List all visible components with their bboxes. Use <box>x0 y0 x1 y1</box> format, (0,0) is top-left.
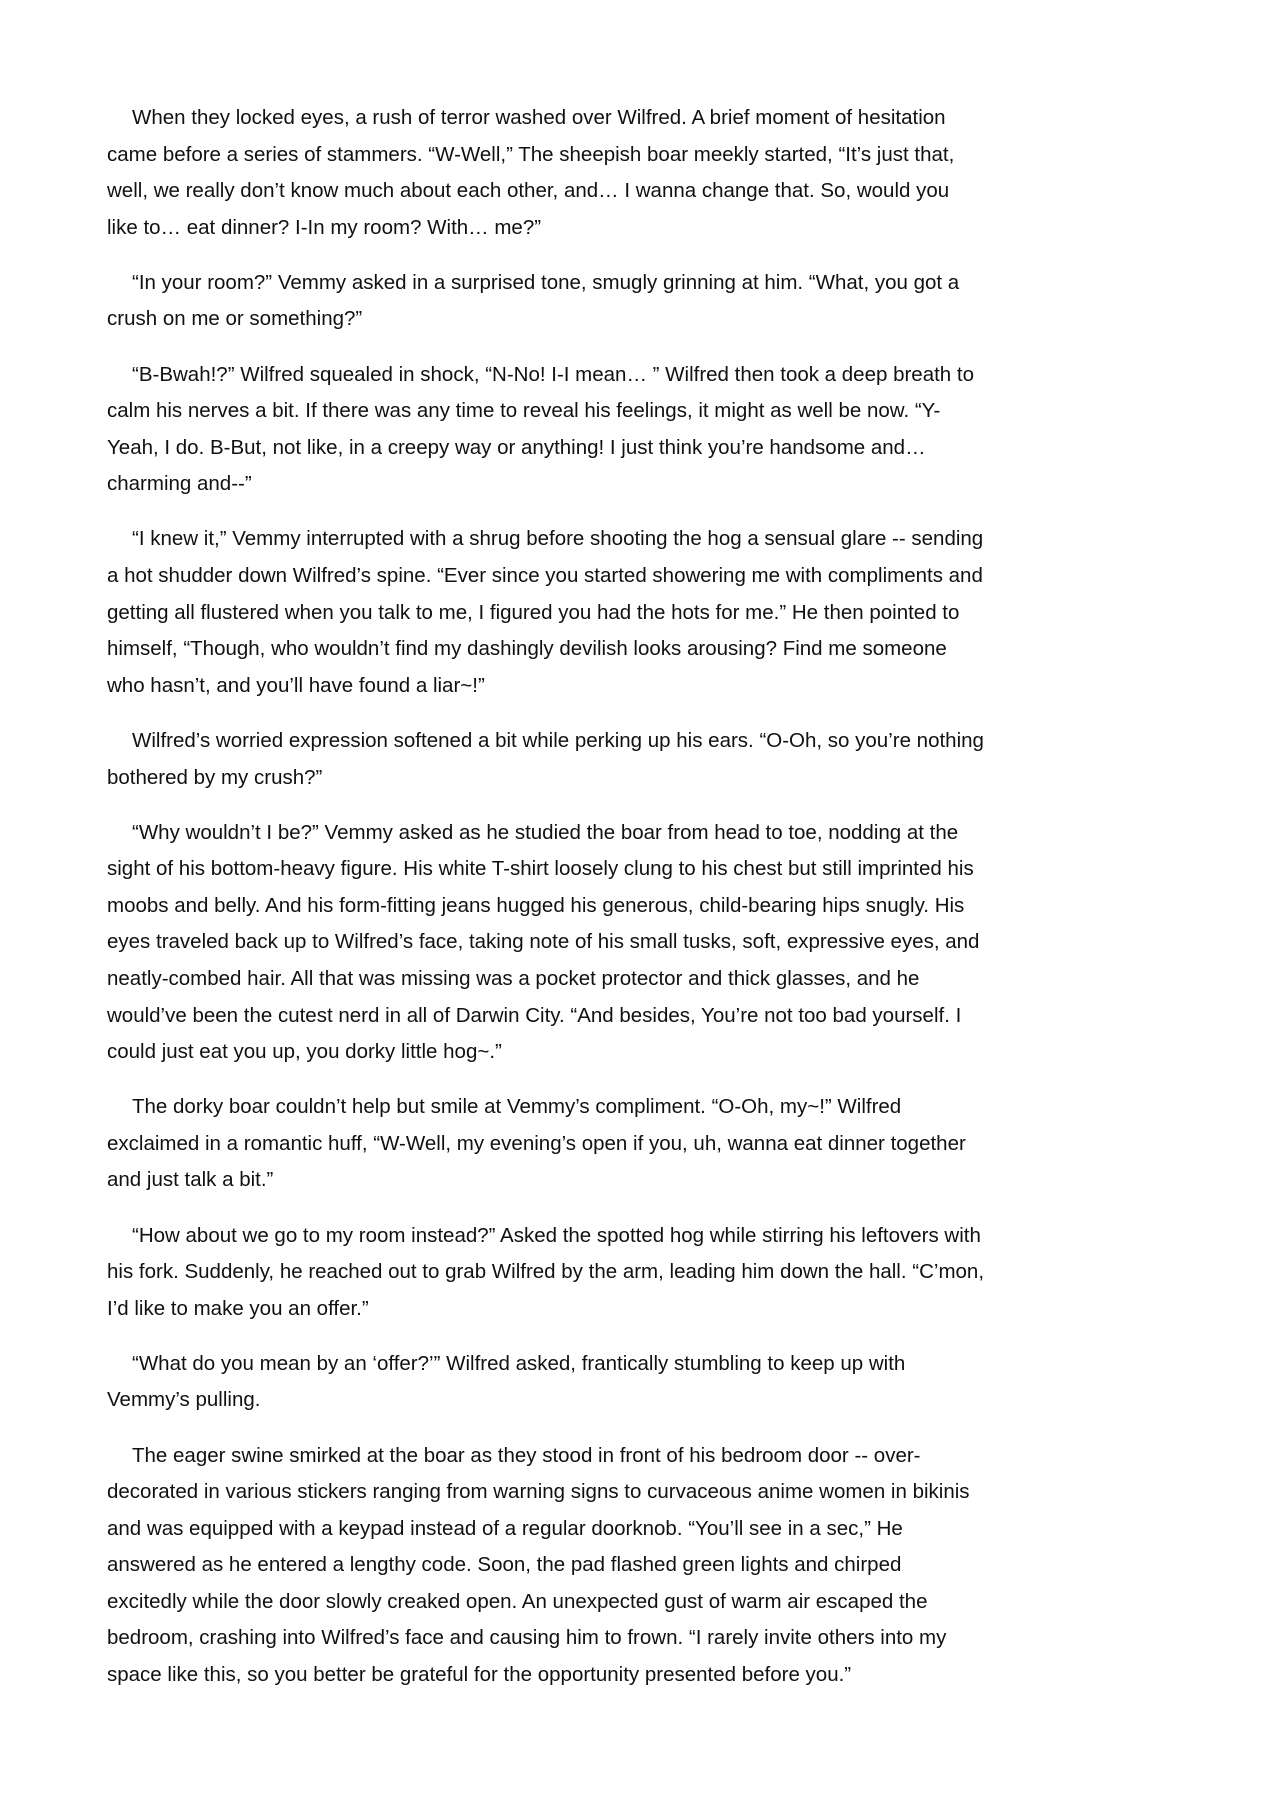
text-line: The dorky boar couldn’t help but smile at Vemmy’s compliment. “O-Oh, my~!” Wilfred <box>132 1095 902 1119</box>
text-line: like to… eat dinner? I-In my room? With… me?” <box>107 215 542 239</box>
text-line: neatly-combed hair. All that was missing was a pocket protector and thick glasses, and he <box>107 966 920 990</box>
text-line: “I knew it,” Vemmy interrupted with a shrug before shooting the hog a sensual glare -- sending <box>132 527 984 551</box>
text-line: bothered by my crush?” <box>107 765 323 789</box>
text-line: and just talk a bit.” <box>107 1168 274 1192</box>
paragraph <box>107 521 1197 704</box>
text-line: well, we really don’t know much about each other, and… I wanna change that. So, would you <box>107 179 950 203</box>
text-line: getting all flustered when you talk to me, I figured you had the hots for me.” He then pointed to <box>107 600 960 624</box>
text-line: “What do you mean by an ‘offer?’” Wilfred asked, frantically stumbling to keep up with <box>132 1351 906 1375</box>
paragraph <box>107 1089 1197 1199</box>
text-line: “B-Bwah!?” Wilfred squealed in shock, “N-No! I-I mean… ” Wilfred then took a deep breath to <box>132 362 975 386</box>
text-line: exclaimed in a romantic huff, “W-Well, my evening’s open if you, uh, wanna eat dinner together <box>107 1131 966 1155</box>
paragraph <box>107 1218 1197 1328</box>
text-line: “In your room?” Vemmy asked in a surprised tone, smugly grinning at him. “What, you got a <box>132 270 960 294</box>
text-line: who hasn’t, and you’ll have found a liar~!” <box>107 673 485 697</box>
text-line: himself, “Though, who wouldn’t find my dashingly devilish looks arousing? Find me someone <box>107 637 947 661</box>
text-line: I’d like to make you an offer.” <box>107 1296 369 1320</box>
text-line: would’ve been the cutest nerd in all of Darwin City. “And besides, You’re not too bad yourself. I <box>107 1003 962 1027</box>
text-line: moobs and belly. And his form-fitting jeans hugged his generous, child-bearing hips snugly. His <box>107 893 965 917</box>
text-line: could just eat you up, you dorky little hog~.” <box>107 1040 502 1064</box>
paragraph <box>107 265 1197 338</box>
text-line: came before a series of stammers. “W-Well,” The sheepish boar meekly started, “It’s just that, <box>107 142 955 166</box>
text-line: When they locked eyes, a rush of terror washed over Wilfred. A brief moment of hesitation <box>132 106 946 129</box>
paragraph <box>107 357 1197 503</box>
text-line: answered as he entered a lengthy code. Soon, the pad flashed green lights and chirped <box>107 1553 902 1577</box>
text-line: Yeah, I do. B-But, not like, in a creepy way or anything! I just think you’re handsome and… <box>107 435 926 459</box>
text-line: Wilfred’s worried expression softened a bit while perking up his ears. “O-Oh, so you’re nothing <box>132 728 984 752</box>
text-line: “Why wouldn’t I be?” Vemmy asked as he studied the boar from head to toe, nodding at the <box>132 820 959 844</box>
paragraph <box>107 723 1197 796</box>
text-line: Vemmy’s pulling. <box>107 1388 261 1412</box>
text-line: a hot shudder down Wilfred’s spine. “Ever since you started showering me with compliments and <box>107 564 983 588</box>
text-line: decorated in various stickers ranging from warning signs to curvaceous anime women in bikinis <box>107 1480 970 1504</box>
text-line: and was equipped with a keypad instead of a regular doorknob. “You’ll see in a sec,” He <box>107 1516 903 1540</box>
paragraph <box>107 815 1197 1071</box>
paragraph <box>107 1346 1197 1419</box>
text-line: excitedly while the door slowly creaked open. An unexpected gust of warm air escaped the <box>107 1589 928 1613</box>
text-line: his fork. Suddenly, he reached out to grab Wilfred by the arm, leading him down the hall. “C’mon, <box>107 1260 985 1284</box>
text-line: “How about we go to my room instead?” Asked the spotted hog while stirring his leftovers with <box>132 1223 981 1247</box>
document-page <box>107 100 1197 1712</box>
paragraph <box>107 100 1197 246</box>
paragraph <box>107 1438 1197 1694</box>
text-line: crush on me or something?” <box>107 307 363 331</box>
text-line: calm his nerves a bit. If there was any time to reveal his feelings, it might as well be now. “Y- <box>107 399 941 423</box>
text-line: bedroom, crashing into Wilfred’s face and causing him to frown. “I rarely invite others into my <box>107 1626 947 1650</box>
text-line: charming and--” <box>107 472 252 496</box>
text-line: The eager swine smirked at the boar as they stood in front of his bedroom door -- over- <box>132 1443 921 1467</box>
text-line: sight of his bottom-heavy figure. His white T-shirt loosely clung to his chest but still imprinted his <box>107 857 974 881</box>
text-line: eyes traveled back up to Wilfred’s face, taking note of his small tusks, soft, expressive eyes, and <box>107 930 980 954</box>
text-line: space like this, so you better be grateful for the opportunity presented before you.” <box>107 1663 852 1687</box>
